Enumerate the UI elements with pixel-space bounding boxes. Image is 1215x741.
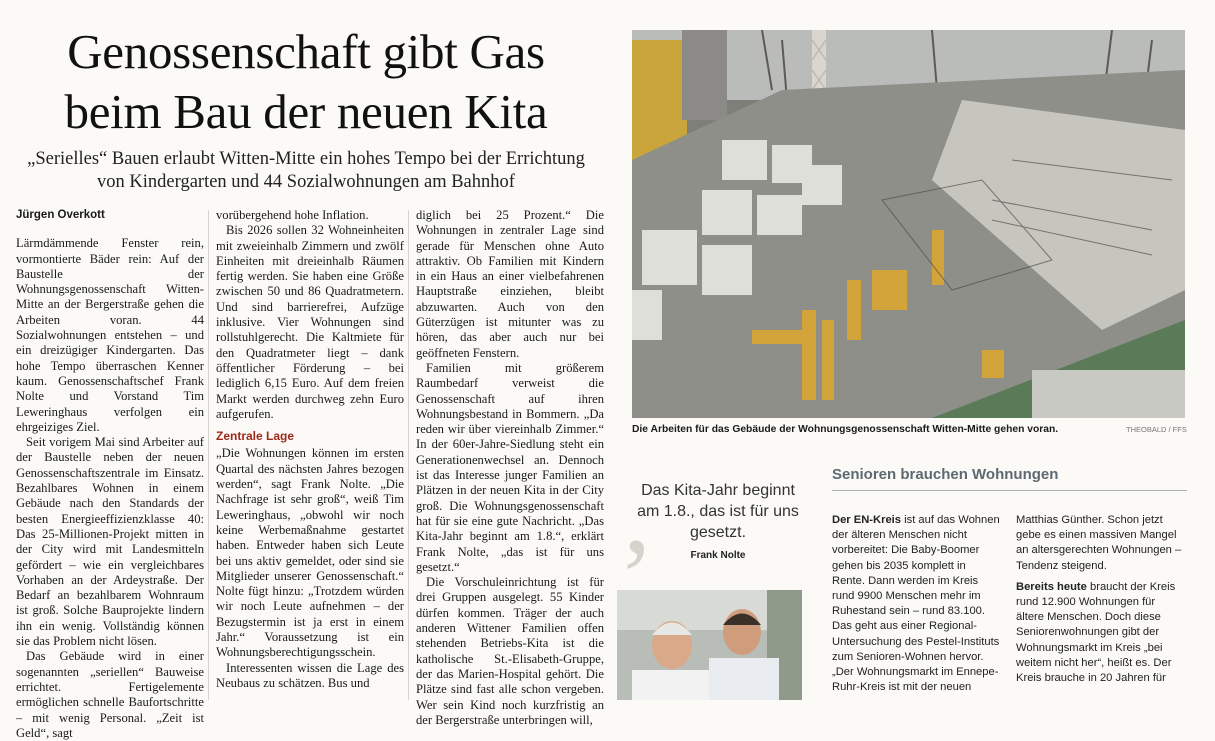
paragraph: diglich bei 25 Prozent.“ Die Wohnungen in zentraler Lage sind gerade für Menschen ohne Auto attraktiv. Ob Familien mit Kindern in ein Haus an einer vielbefahrenen Hauptstraße einziehen, bleibt abzuwarten. Auch von den Güterzügen ist mitunter was zu hören, das aber auch nur bei geöffneten Fenstern.: [416, 208, 604, 360]
subheadline: „Serielles“ Bauen erlaubt Witten-Mitte ein hohes Tempo bei der Errichtung von Kindergarten und 44 Sozialwohnungen am Bahnhof: [27, 149, 585, 192]
sidebar-paragraph: Matthias Günther. Schon jetzt gebe es einen massiven Mangel an altersgerechten Wohnungen – Tendenz steigend.: [1016, 514, 1182, 572]
section-subhead: Zentrale Lage: [216, 429, 295, 444]
paragraph: Bis 2026 sollen 32 Wohneinheiten mit zweieinhalb Zimmern und zwölf Einheiten mit dreieinhalb Räumen fertig werden. Sie haben eine Größe zwischen 50 und 86 Quadratmetern. Und sind barrierefrei, Aufzüge inklusive. Vier Wohnungen sind rollstuhlgerecht. Die Kaltmiete für den Quadratmeter liegt – dank öffentlicher Förderung – bei lediglich 6,15 Euro. Auf dem freien Markt werden durchweg zehn Euro aufgerufen.: [216, 223, 404, 421]
quote-author: Frank Nolte: [690, 550, 746, 561]
photo-credit: THEOBALD / FFS: [1126, 425, 1187, 434]
sidebar-paragraph: [1016, 580, 1184, 686]
paragraph: Familien mit größerem Raumbedarf verweist die Genossenschaft auf ihren Wohnungsbestand in Bommern. „Da reden wir über viereinhalb Zimmer.“ In der 60er-Jahre-Siedlung steht ein Generationenwechsel an. Dennoch ist das Interesse junger Familien an Plätzen in der neuen Kita in der City groß. Die Wohnungsgenossenschaft hat für sie eine gute Nachricht. „Das Kita-Jahr beginnt am 1.8.“, erklärt Frank Nolte, „das ist für uns gesetzt.“: [416, 360, 604, 574]
article-column-3: [416, 208, 604, 728]
paragraph: Die Vorschuleinrichtung ist für drei Gruppen ausgelegt. 55 Kinder dürfen kommen. Träger der auch anderen Wittener Familien offen stehenden Betriebs-Kita ist die katholische St.-Elisabeth-Gruppe, der das Marien-Hospital gehört. Die Plätze sind fast alle schon vergeben. Wer sein Kind noch kurzfristig an der Bergerstraße unterbringen will,: [416, 575, 604, 727]
headline: Genossenschaft gibt Gas beim Bau der neuen Kita: [64, 24, 548, 139]
quote-text: Das Kita-Jahr beginnt am 1.8., das ist für uns gesetzt.: [637, 482, 799, 541]
portrait-photo: [617, 590, 802, 700]
paragraph: „Die Wohnungen können im ersten Quartal des nächsten Jahres bezogen werden“, sagt Frank Nolte. „Die Nachfrage ist sehr groß“, weiß Tim Leweringhaus, „obwohl wir noch keine Werbemaßnahme gestartet haben. Entweder haben sich Leute bei uns aktiv gemeldet, oder sind sie Mitglieder unserer Genossenschaft.“ Nolte fügt hinzu: „Trotzdem würden wir noch Leute aufnehmen – der Bezugstermin ist ja erst in einem Jahr.“ Voraussetzung ist ein Wohnungsberechtigungsschein.: [216, 446, 404, 660]
article-column-1: [16, 208, 204, 741]
paragraph: Interessenten wissen die Lage des Neubaus zu schätzen. Bus und: [216, 660, 404, 690]
paragraph-text: ist auf das Wohnen der älteren Menschen nicht vorbereitet: Die Baby-Boomer gehen bis 2035 komplett in Rente. Dann werden im Kreis rund 9900 Menschen mehr im Ruhestand sein – rund 83.100. Das geht aus einer Regional-Untersuchung des Pestel-Instituts zum Senioren-Wohnen hervor. „Der Wohnungsmarkt im Ennepe-Ruhr-Kreis ist mit der neuen: [832, 514, 1000, 694]
lead-in: Bereits heute: [1016, 580, 1087, 593]
sidebar-paragraph: [832, 513, 1000, 695]
photo-caption: Die Arbeiten für das Gebäude der Wohnungsgenossenschaft Witten-Mitte gehen voran.: [632, 424, 1059, 435]
quote-mark-icon: ‚: [618, 454, 655, 576]
column-divider: [408, 210, 409, 700]
paragraph: Das Gebäude wird in einer sogenannten „seriellen“ Bauweise errichtet. Fertigelemente ermöglichen schnelle Baufortschritte – mit wenig Personal. „Zeit ist Geld“, sagt: [16, 649, 204, 740]
lead-in: Der EN-Kreis: [832, 514, 902, 526]
paragraph: Seit vorigem Mai sind Arbeiter auf der Baustelle neben der neuen Genossenschaftszentrale im Einsatz. Bezahlbares Wohnen in einem Gebäude nach den Standards der besten Energieeffizienzklasse 40: Das 25-Millionen-Projekt mitten in der City wird mit Landesmitteln gefördert – wie ein vergleichbares Vorhaben an der Ardeystraße. Der Bedarf an bezahlbarem Wohnraum ist groß. Solche Bauprojekte lindern ihn ein wenig. Vollständig können sie das Problem nicht lösen.: [16, 435, 204, 649]
sidebar-box-title: Senioren brauchen Wohnungen: [832, 466, 1059, 483]
pull-quote: [616, 454, 816, 580]
sidebar-column-1: [832, 513, 1000, 701]
construction-site-photo: [632, 30, 1185, 418]
column-divider: [208, 210, 209, 700]
article-column-2: [216, 208, 404, 691]
author-byline: Jürgen Overkott: [16, 209, 105, 221]
sidebar-box-rule: [832, 490, 1187, 491]
paragraph: Lärmdämmende Fenster rein, vormontierte Bäder rein: Auf der Baustelle der Wohnungsgenossenschaft Witten-Mitte an der Bergerstraße gehen die Arbeiten voran. 44 Sozialwohnungen entstehen – und ein dreizügiger Kindergarten. Das hohe Tempo überraschen Kenner kaum. Genossenschaftschef Frank Nolte und Vorstand Tim Leweringhaus verfolgen ein ehrgeiziges Ziel.: [16, 236, 204, 434]
paragraph-text: braucht der Kreis rund 12.900 Wohnungen für ältere Menschen. Doch diese Seniorenwohnungen gibt der Wohnungsmarkt im Kreis „bei weitem nicht her“, heißt es. Der Kreis brauche in 20 Jahren für: [1016, 580, 1176, 685]
sidebar-column-2: [1016, 513, 1184, 692]
paragraph: vorübergehend hohe Inflation.: [216, 208, 369, 222]
